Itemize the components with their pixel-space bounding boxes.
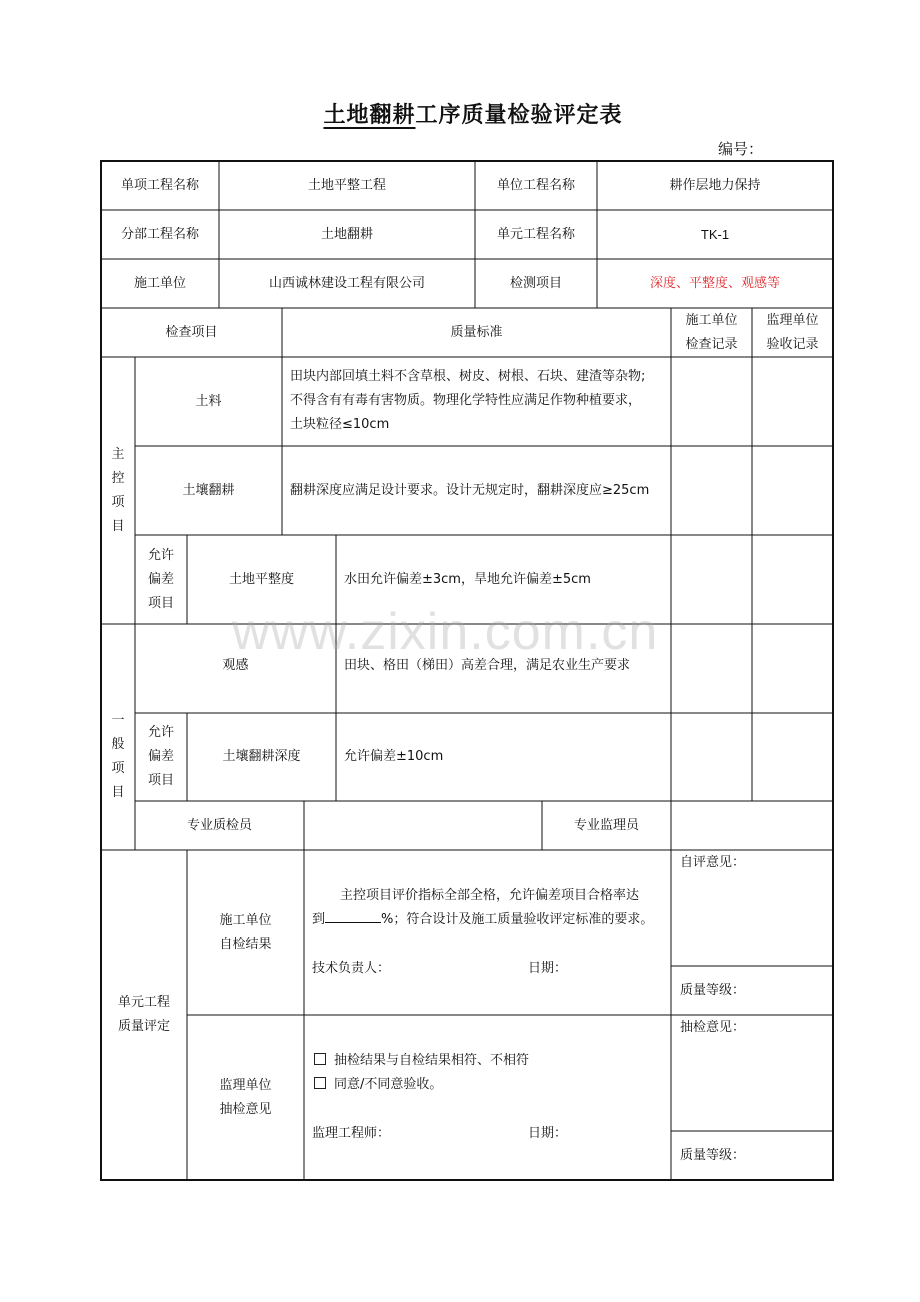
header-value-contractor: 山西诚林建设工程有限公司 [268, 275, 425, 291]
general-allowance-label [135, 713, 187, 801]
checkbox-icon[interactable] [314, 1077, 326, 1089]
checkbox-icon[interactable] [314, 1053, 326, 1065]
self-check-label-line: 自检结果 [219, 936, 272, 952]
self-check-text2-suffix: %；符合设计及施工质量验收评定标准的要求。 [381, 912, 654, 927]
header-value-element: TK-1 [700, 226, 730, 242]
header-label-division: 分部工程名称 [120, 226, 199, 242]
column-contractor-record [671, 308, 752, 357]
item-soil-name: 土料 [195, 393, 222, 409]
column-check-item: 检查项目 [165, 324, 218, 340]
header-value-item-project: 土地平整工程 [307, 177, 386, 193]
group-label-general-char: 项 [111, 761, 125, 776]
main-allowance-label-line: 偏差 [147, 571, 174, 587]
item-appearance-standard: 田块、格田（梯田）高差合理，满足农业生产要求 [344, 658, 631, 673]
supervision-label-line: 监理单位 [219, 1077, 272, 1093]
title-project: 土地翻耕 [323, 103, 416, 128]
header-label-item-project: 单项工程名称 [120, 177, 199, 193]
group-label-main-char: 项 [111, 494, 125, 510]
item-soil-standard-line: 田块内部回填土料不含草根、树皮、树根、石块、建渣等杂物; [290, 369, 646, 384]
supervision-opinion-label: 抽检意见： [680, 1020, 746, 1035]
supervision-grade-label: 质量等级： [680, 1148, 746, 1163]
self-grade-label: 质量等级： [680, 983, 746, 998]
supervision-option-approve[interactable] [314, 1073, 669, 1097]
self-check-text1: 主控项目评价指标全部全格，允许偏差项目合格率达 [340, 888, 640, 903]
self-check-text2-prefix: 到 [312, 912, 326, 927]
evaluation-label-line: 质量评定 [117, 1019, 170, 1034]
main-allowance-label-line: 允许 [147, 547, 174, 563]
self-check-label [187, 850, 304, 1015]
group-label-main [101, 357, 135, 624]
group-label-general-char: 一 [111, 713, 125, 728]
tech-lead-label: 技术负责人： [312, 961, 391, 976]
main-allowance-label [135, 535, 187, 624]
header-label-contractor: 施工单位 [133, 275, 186, 291]
doc-number-label: 编号： [718, 140, 764, 158]
group-label-general [101, 624, 135, 850]
item-tillage-standard: 翻耕深度应满足设计要求。设计无规定时，翻耕深度应≥25cm [290, 482, 650, 498]
self-opinion-label: 自评意见： [680, 855, 746, 870]
item-appearance-name: 观感 [222, 658, 249, 673]
evaluation-label [101, 850, 187, 1180]
item-depth-name: 土壤翻耕深度 [222, 749, 301, 764]
item-depth-standard: 允许偏差±10cm [344, 749, 444, 764]
header-label-unit-project: 单位工程名称 [496, 177, 575, 193]
supervision-date-label: 日期： [528, 1126, 568, 1141]
group-label-main-char: 主 [111, 446, 125, 462]
column-supervisor-record-line2: 验收记录 [766, 336, 819, 352]
self-check-label-line: 施工单位 [219, 912, 272, 928]
column-supervisor-record-line1: 监理单位 [766, 312, 819, 328]
supervision-options [314, 1049, 669, 1097]
supervision-label [187, 1015, 304, 1180]
item-soil-standard [290, 365, 671, 437]
watermark: www.zixin.com.cn [232, 603, 659, 661]
item-tillage-name: 土壤翻耕 [182, 482, 235, 498]
item-flatness-standard: 水田允许偏差±3cm，旱地允许偏差±5cm [344, 571, 591, 587]
column-supervisor-record [752, 308, 833, 357]
engineer-label: 监理工程师： [312, 1126, 391, 1141]
header-label-test-items: 检测项目 [509, 275, 562, 291]
item-soil-standard-line: 不得含有有毒有害物质。物理化学特性应满足作物种植要求， [290, 393, 642, 408]
header-value-test-items: 深度、平整度、观感等 [649, 275, 780, 291]
evaluation-label-line: 单元工程 [117, 995, 170, 1010]
self-check-result [312, 884, 671, 932]
supervision-option-match-label: 抽检结果与自检结果相符、不相符 [334, 1053, 530, 1068]
general-allowance-label-line: 偏差 [147, 749, 174, 764]
group-label-main-char: 目 [111, 518, 125, 534]
self-date-label: 日期： [528, 961, 568, 976]
header-label-element: 单元工程名称 [496, 226, 575, 242]
group-label-general-char: 目 [111, 785, 125, 800]
supervision-label-line: 抽检意见 [219, 1101, 272, 1117]
group-label-general-char: 般 [111, 737, 125, 752]
header-value-division: 土地翻耕 [320, 226, 373, 242]
column-contractor-record-line1: 施工单位 [685, 312, 738, 328]
supervision-option-approve-label: 同意/不同意验收。 [334, 1077, 443, 1092]
item-flatness-name: 土地平整度 [228, 571, 294, 587]
signoff-inspector-label: 专业质检员 [186, 817, 252, 833]
pass-rate-blank[interactable] [325, 908, 381, 923]
header-value-unit-project: 耕作层地力保持 [669, 177, 761, 193]
column-contractor-record-line2: 检查记录 [685, 336, 738, 352]
column-standard: 质量标准 [450, 324, 503, 340]
supervision-option-match[interactable] [314, 1049, 669, 1073]
group-label-main-char: 控 [111, 470, 125, 486]
item-soil-standard-line: 土块粒径≤10cm [290, 417, 390, 432]
main-allowance-label-line: 项目 [147, 595, 174, 611]
self-check-text2 [312, 908, 671, 932]
general-allowance-label-line: 允许 [147, 725, 174, 740]
general-allowance-label-line: 项目 [147, 773, 174, 788]
title-rest: 工序质量检验评定表 [415, 103, 623, 128]
signoff-supervisor-label: 专业监理员 [573, 817, 639, 833]
